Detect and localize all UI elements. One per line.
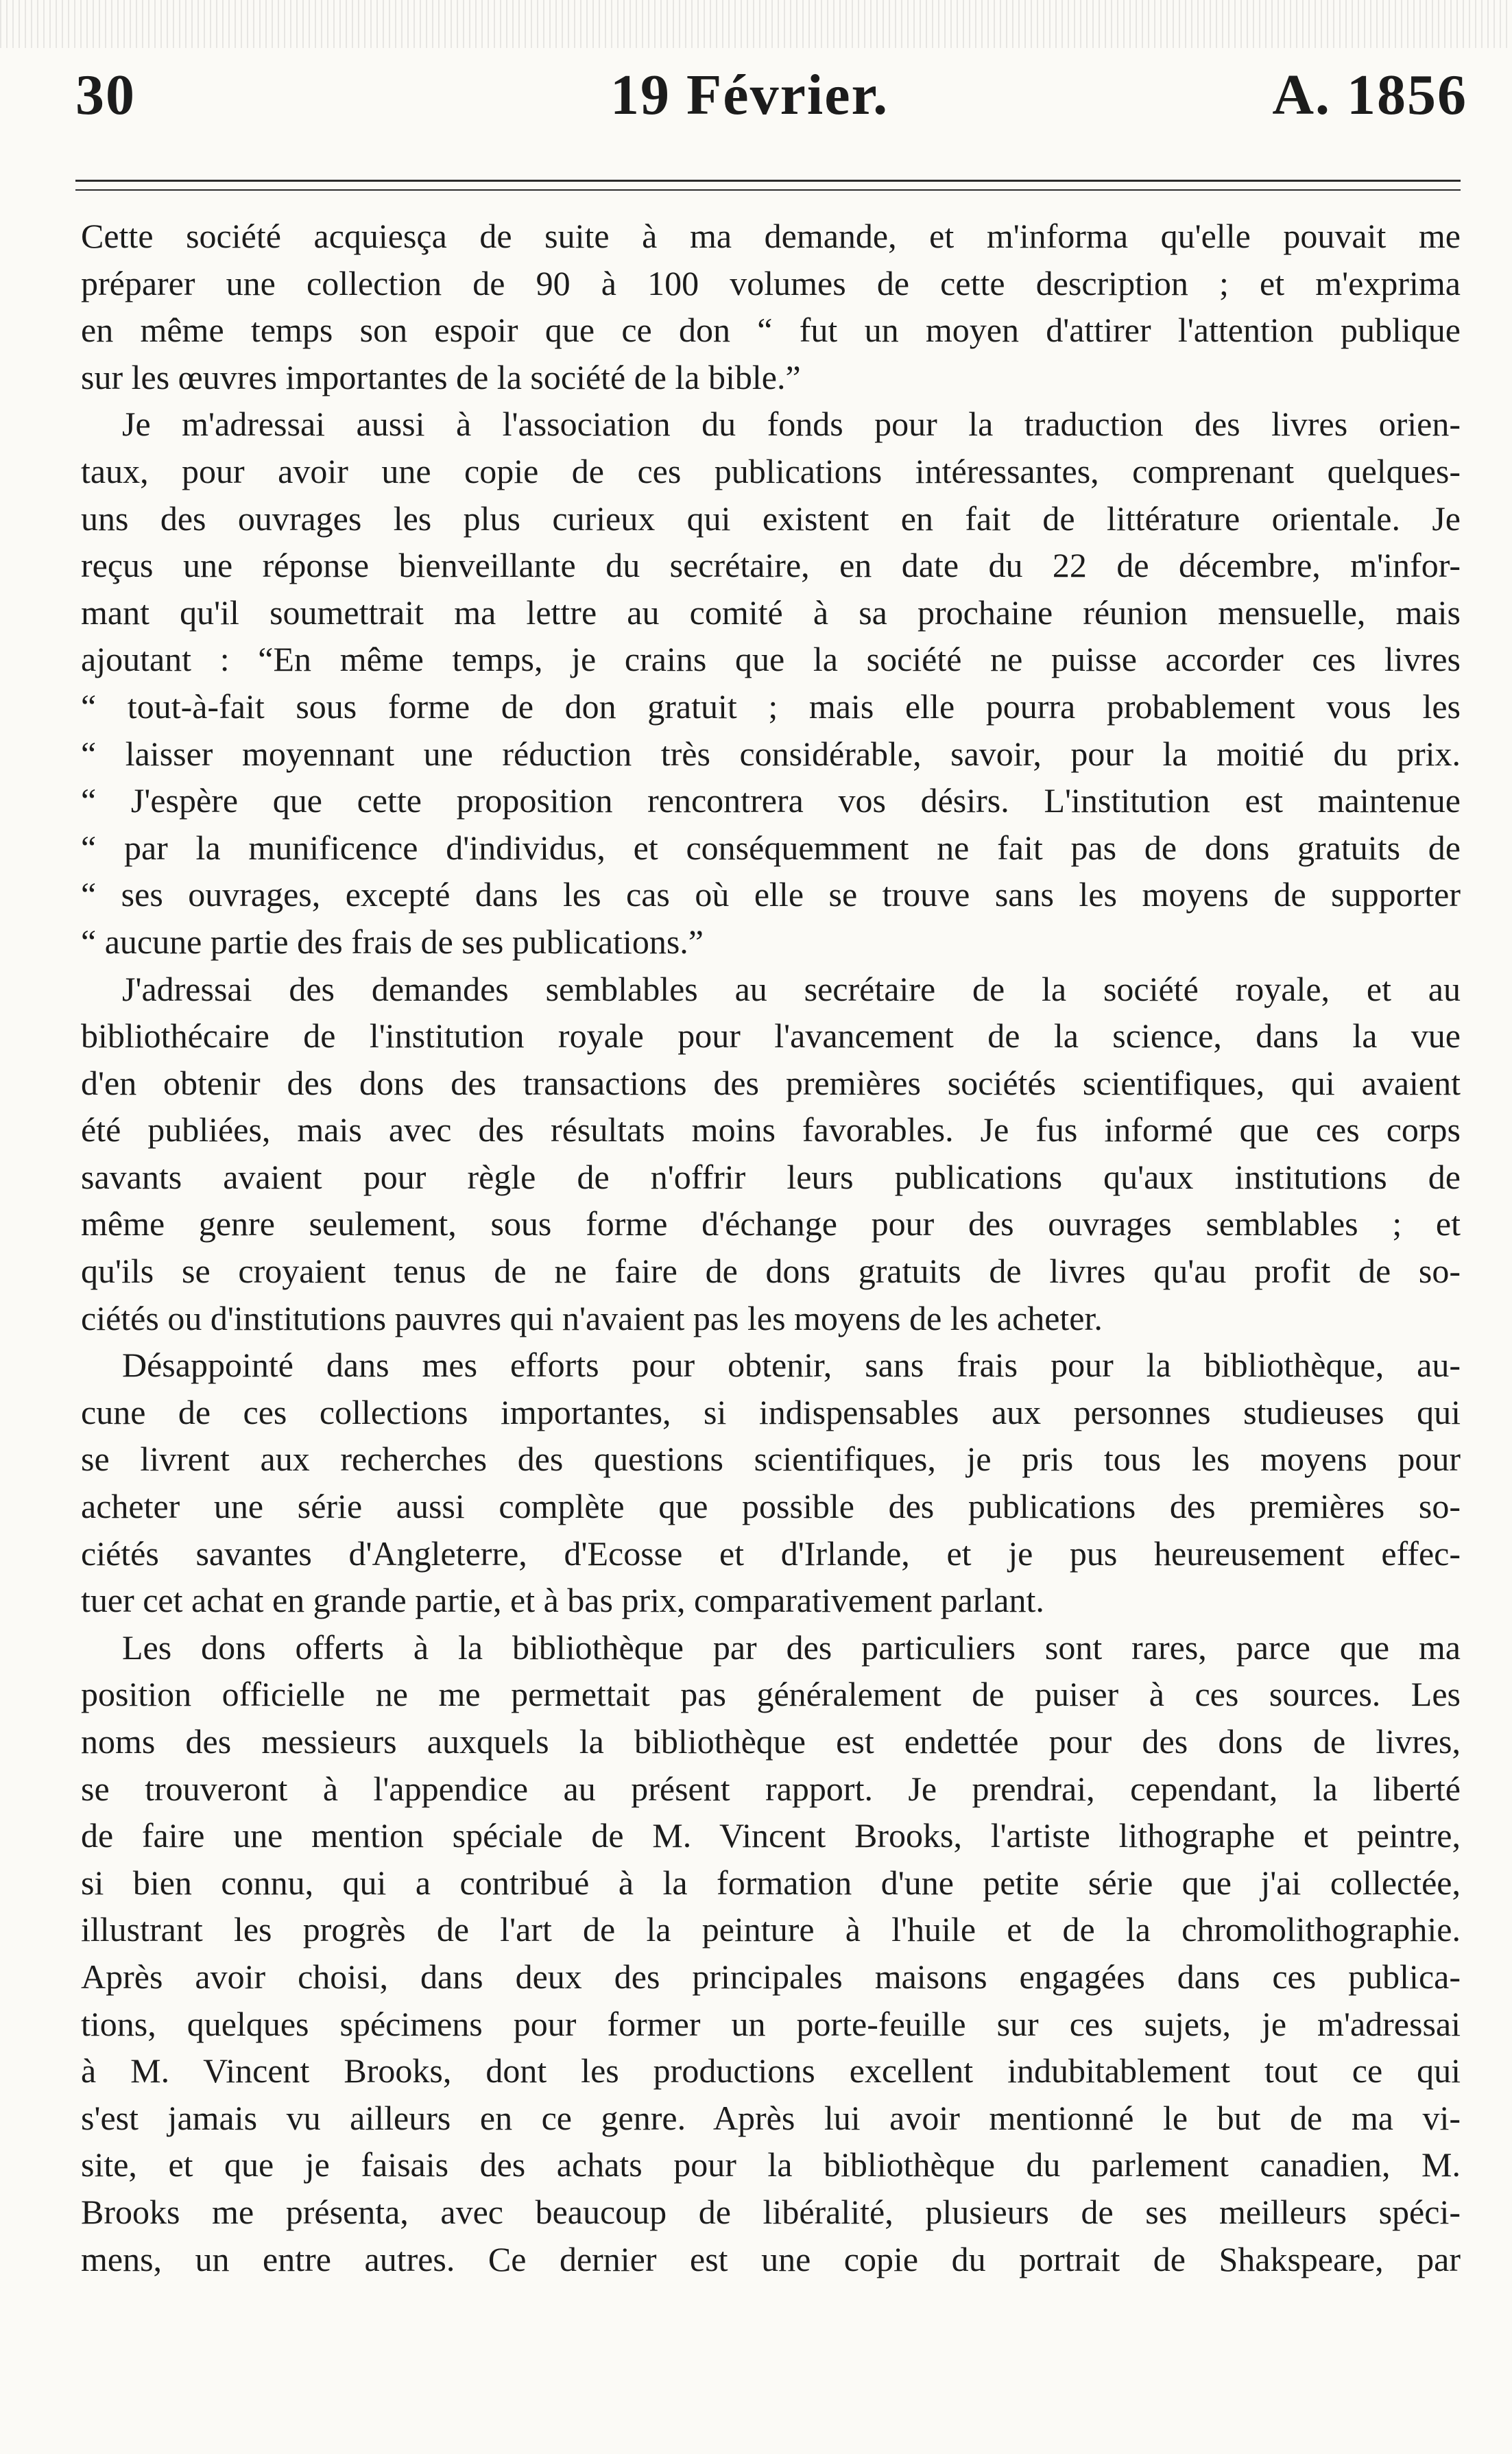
text-line: uns des ouvrages les plus curieux qui existent en fait de littérature orientale. Je bbox=[81, 499, 1461, 538]
text-line: Après avoir choisi, dans deux des principales maisons engagées dans ces publica- bbox=[81, 1957, 1461, 1996]
text-line: Brooks me présenta, avec beaucoup de libéralité, plusieurs de ses meilleurs spéci- bbox=[81, 2192, 1461, 2231]
text-line: “ tout-à-fait sous forme de don gratuit ; mais elle pourra probablement vous les bbox=[81, 687, 1461, 726]
text-line: “ aucune partie des frais de ses publications.” bbox=[81, 922, 704, 961]
text-line: en même temps son espoir que ce don “ fut un moyen d'attirer l'attention publique bbox=[81, 311, 1461, 350]
text-line: préparer une collection de 90 à 100 volumes de cette description ; et m'exprima bbox=[81, 263, 1461, 302]
text-line: été publiées, mais avec des résultats moins favorables. Je fus informé que ces corps bbox=[81, 1110, 1461, 1149]
text-line: savants avaient pour règle de n'offrir leurs publications qu'aux institutions de bbox=[81, 1157, 1461, 1196]
text-line: “ ses ouvrages, excepté dans les cas où elle se trouve sans les moyens de supporter bbox=[81, 875, 1461, 914]
text-line: tions, quelques spécimens pour former un porte-feuille sur ces sujets, je m'adressai bbox=[81, 2004, 1461, 2043]
text-line: taux, pour avoir une copie de ces publications intéressantes, comprenant quelques- bbox=[81, 451, 1461, 490]
text-line: tuer cet achat en grande partie, et à bas prix, comparativement parlant. bbox=[81, 1581, 1044, 1620]
text-line: “ laisser moyennant une réduction très considérable, savoir, pour la moitié du prix. bbox=[81, 734, 1461, 773]
text-line: position officielle ne me permettait pas généralement de puiser à ces sources. Les bbox=[81, 1675, 1461, 1714]
text-line: d'en obtenir des dons des transactions des premières sociétés scientifiques, qui avaient bbox=[81, 1063, 1461, 1102]
text-line: J'adressai des demandes semblables au secrétaire de la société royale, et au bbox=[122, 969, 1461, 1008]
text-line: reçus une réponse bienveillante du secrétaire, en date du 22 de décembre, m'infor- bbox=[81, 546, 1461, 585]
text-line: noms des messieurs auxquels la bibliothèque est endettée pour des dons de livres, bbox=[81, 1722, 1461, 1761]
text-line: Désappointé dans mes efforts pour obtenir, sans frais pour la bibliothèque, au- bbox=[122, 1346, 1461, 1385]
text-line: ciétés savantes d'Angleterre, d'Ecosse et d'Irlande, et je pus heureusement effec- bbox=[81, 1534, 1461, 1573]
text-line: “ par la munificence d'individus, et conséquemment ne fait pas de dons gratuits de bbox=[81, 828, 1461, 867]
text-line: bibliothécaire de l'institution royale pour l'avancement de la science, dans la vue bbox=[81, 1016, 1461, 1056]
text-line: mens, un entre autres. Ce dernier est une copie du portrait de Shakspeare, par bbox=[81, 2239, 1461, 2278]
text-line: même genre seulement, sous forme d'échange pour des ouvrages semblables ; et bbox=[81, 1204, 1461, 1243]
text-line: mant qu'il soumettrait ma lettre au comité à sa prochaine réunion mensuelle, mais bbox=[81, 593, 1461, 632]
text-line: si bien connu, qui a contribué à la formation d'une petite série que j'ai collectée, bbox=[81, 1863, 1461, 1902]
text-line: acheter une série aussi complète que possible des publications des premières so- bbox=[81, 1487, 1461, 1526]
header-date: 19 Février. bbox=[610, 63, 889, 127]
text-line: illustrant les progrès de l'art de la peinture à l'huile et de la chromolithographie. bbox=[81, 1910, 1461, 1949]
text-line: se livrent aux recherches des questions scientifiques, je pris tous les moyens pour bbox=[81, 1440, 1461, 1479]
page-number: 30 bbox=[75, 63, 136, 127]
text-line: ciétés ou d'institutions pauvres qui n'avaient pas les moyens de les acheter. bbox=[81, 1298, 1103, 1337]
text-line: “ J'espère que cette proposition rencontrera vos désirs. L'institution est maintenue bbox=[81, 781, 1461, 820]
text-line: Cette société acquiesça de suite à ma demande, et m'informa qu'elle pouvait me bbox=[81, 217, 1461, 255]
text-line: qu'ils se croyaient tenus de ne faire de dons gratuits de livres qu'au profit de so- bbox=[81, 1252, 1461, 1291]
header-year: A. 1856 bbox=[1272, 63, 1467, 127]
header-rule bbox=[75, 180, 1461, 182]
text-line: Je m'adressai aussi à l'association du fonds pour la traduction des livres orien- bbox=[122, 405, 1461, 444]
text-line: à M. Vincent Brooks, dont les productions excellent indubitablement tout ce qui bbox=[81, 2051, 1461, 2090]
text-line: s'est jamais vu ailleurs en ce genre. Après lui avoir mentionné le but de ma vi- bbox=[81, 2098, 1461, 2137]
text-line: cune de ces collections importantes, si indispensables aux personnes studieuses qui bbox=[81, 1392, 1461, 1431]
scan-speckle-top bbox=[0, 0, 1512, 48]
text-line: se trouveront à l'appendice au présent rapport. Je prendrai, cependant, la liberté bbox=[81, 1769, 1461, 1808]
text-line: de faire une mention spéciale de M. Vincent Brooks, l'artiste lithographe et peintre, bbox=[81, 1816, 1461, 1855]
body-text bbox=[81, 213, 1461, 2283]
text-line: site, et que je faisais des achats pour la bibliothèque du parlement canadien, M. bbox=[81, 2145, 1461, 2184]
text-line: ajoutant : “En même temps, je crains que la société ne puisse accorder ces livres bbox=[81, 640, 1461, 679]
text-line: Les dons offerts à la bibliothèque par des particuliers sont rares, parce que ma bbox=[122, 1628, 1461, 1667]
header-rule-thin bbox=[75, 189, 1461, 191]
text-line: sur les œuvres importantes de la société de la bible.” bbox=[81, 357, 801, 396]
page-header bbox=[75, 62, 1467, 144]
